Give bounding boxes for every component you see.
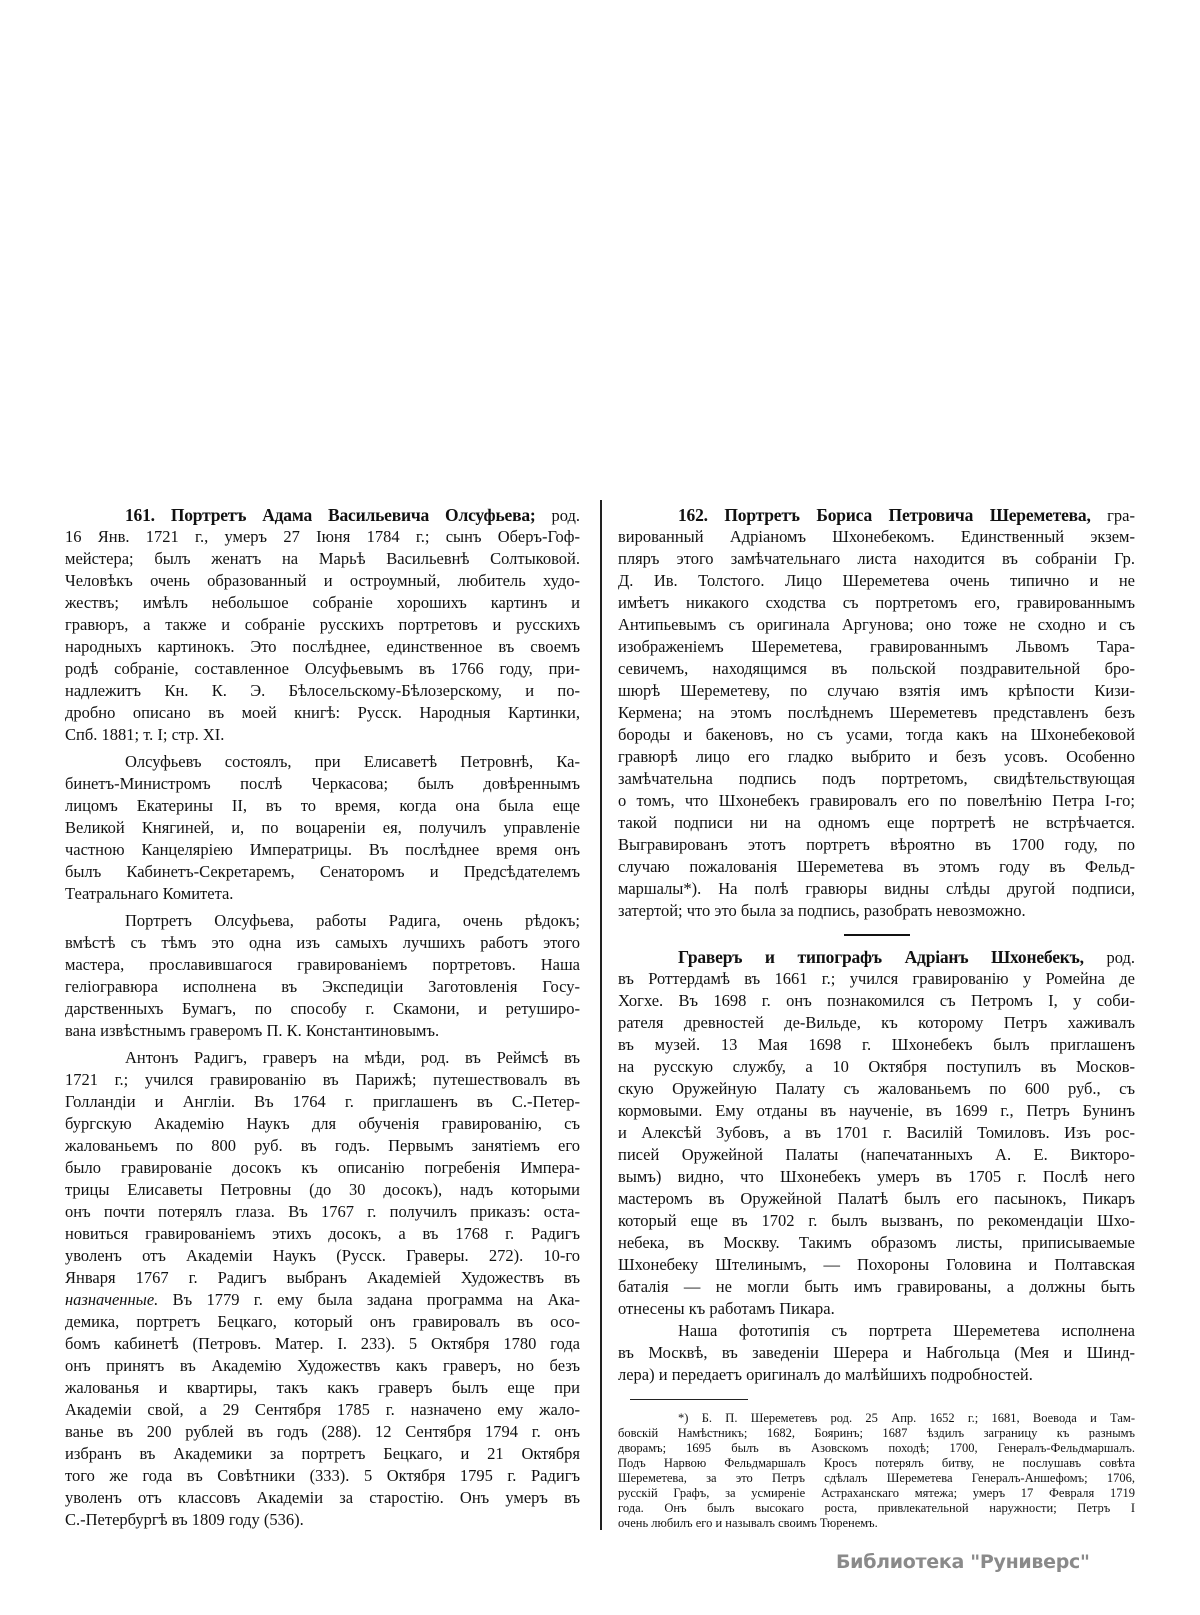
text-line: онъ почти потерялъ глаза. Въ 1767 г. получилъ приказъ: оста-: [65, 1202, 580, 1221]
text-line: Портретъ Олсуфьева, работы Радига, очень рѣдокъ;: [125, 911, 580, 930]
text-line: въ музей. 13 Мая 1698 г. Шхонебекъ былъ приглашенъ: [618, 1035, 1135, 1054]
text-line: шюрѣ Шереметеву, по случаю взятія имъ крѣпости Кизи-: [618, 681, 1135, 700]
text-line: Шхонебеку Штелинымъ, — Похороны Головина и Полтавская: [618, 1255, 1135, 1274]
text-line: дробно описано въ моей книгѣ: Русск. Народныя Картинки,: [65, 703, 580, 722]
text-line: Кермена; на этомъ послѣднемъ Шереметевъ представленъ безъ: [618, 703, 1135, 722]
text-line: Д. Ив. Толстого. Лицо Шереметева очень типично и не: [618, 571, 1135, 590]
italic-term: назначенные.: [65, 1290, 159, 1309]
footnote-rule: [630, 1399, 748, 1400]
text-line: бомъ кабинетѣ (Петровъ. Матер. I. 233). 5 Октября 1780 года: [65, 1334, 580, 1353]
footnote: [618, 1411, 1135, 1531]
text-line: имѣетъ никакого сходства съ портретомъ его, гравированнымъ: [618, 593, 1135, 612]
paragraph: [618, 946, 1135, 1320]
text-line: бороды и бакеновъ, но съ усами, тогда какъ на Шхонебековой: [618, 725, 1135, 744]
text-line: гравюрѣ лицо его гладко выбрито и безъ усовъ. Особенно: [618, 747, 1135, 766]
entry-heading: 162. Портретъ Бориса Петровича Шереметева,: [678, 505, 1091, 525]
text-line: мастера, прославившагося гравированіемъ портретовъ. Наша: [65, 955, 580, 974]
text-line: очень любилъ его и называлъ своимъ Тюренемъ.: [618, 1516, 878, 1530]
text-line: вымъ) видно, что Шхонебекъ умеръ въ 1705 г. Послѣ него: [618, 1167, 1135, 1186]
paragraph: [65, 1047, 580, 1531]
text-line: жалованьемъ по 800 руб. въ годъ. Первымъ занятіемъ его: [65, 1136, 580, 1155]
paragraph: [65, 751, 580, 905]
text-line: бинетъ-Министромъ послѣ Черкасова; былъ довѣреннымъ: [65, 774, 580, 793]
text-line: мейстера; былъ женатъ на Марьѣ Васильевнѣ Солтыковой.: [65, 549, 580, 568]
text-line: Человѣкъ очень образованный и остроумный, любитель худо-: [65, 571, 580, 590]
text-line: который еще въ 1702 г. былъ вызванъ, по рекомендаціи Шхо-: [618, 1211, 1135, 1230]
text-line: баталія — не могли быть имъ гравированы, а должны быть: [618, 1277, 1135, 1296]
column-divider: [600, 500, 602, 1530]
text-line: рателя древностей де-Вильде, къ которому Петръ хаживалъ: [618, 1013, 1135, 1032]
text-line: уволенъ отъ Академіи Наукъ (Русск. Граверы. 272). 10-го: [65, 1246, 580, 1265]
text-line: русскій Графъ, за усмиреніе Астраханскаго мятежа; умеръ 17 Февраля 1719: [618, 1486, 1135, 1500]
text-line: надлежитъ Кн. К. Э. Бѣлосельскому-Бѣлозерскому, и по-: [65, 681, 580, 700]
text-line: былъ Кабинетъ-Секретаремъ, Сенаторомъ и Предсѣдателемъ: [65, 862, 580, 881]
paragraph: [65, 910, 580, 1042]
text-line: такой подписи ни на одномъ еще портретѣ не встрѣчается.: [618, 813, 1135, 832]
text-line: 1721 г.; учился гравированію въ Парижѣ; путешествовалъ въ: [65, 1070, 580, 1089]
text-line: бургскую Академію Наукъ для обученія гравированію, съ: [65, 1114, 580, 1133]
text-line: затертой; что это была за подпись, разобрать невозможно.: [618, 901, 1026, 920]
text-line: пляръ этого замѣчательнаго листа находится въ собраніи Гр.: [618, 549, 1135, 568]
text-line: Наша фототипія съ портрета Шереметева исполнена: [678, 1321, 1135, 1340]
text-line: отнесены къ работамъ Пикара.: [618, 1299, 835, 1318]
text-line: вированный Адріаномъ Шхонебекомъ. Единственный экзем-: [618, 527, 1135, 546]
text-line: [618, 504, 1135, 526]
text-line: лицомъ Екатерины II, въ то время, когда она была еще: [65, 796, 580, 815]
text-line: С.-Петербургѣ въ 1809 году (536).: [65, 1510, 304, 1529]
text-line: Олсуфьевъ состоялъ, при Елисаветѣ Петровнѣ, Ка-: [125, 752, 580, 771]
text-line: геліогравюра исполнена въ Экспедиціи Заготовленія Госу-: [65, 977, 580, 996]
paragraph: [618, 1320, 1135, 1386]
text-line: онъ принятъ въ Академію Художествъ какъ граверъ, но безъ: [65, 1356, 580, 1375]
text-line: новиться гравированіемъ этихъ досокъ, а въ 1768 г. Радигъ: [65, 1224, 580, 1243]
text-line: на русскую службу, а 10 Октября поступилъ въ Москов-: [618, 1057, 1135, 1076]
text-line: Выгравированъ этотъ портретъ вѣроятно въ 1700 году, по: [618, 835, 1135, 854]
text-line: ванье въ 200 рублей въ годъ (288). 12 Сентября 1794 г. онъ: [65, 1422, 580, 1441]
entry-heading: 161. Портретъ Адама Васильевича Олсуфьева;: [125, 505, 536, 525]
text-line: Спб. 1881; т. I; стр. XI.: [65, 725, 225, 744]
section-separator: [844, 934, 910, 936]
text-line: кормовыми. Ему отданы въ наученіе, въ 1699 г., Петръ Бунинъ: [618, 1101, 1135, 1120]
paragraph: [618, 504, 1135, 922]
text-line: Подъ Нарвою Фельдмаршалъ Кросъ потерялъ битву, не послушавъ совѣта: [618, 1456, 1135, 1470]
text-line: дворамъ; 1695 былъ въ Азовскомъ походѣ; 1700, Генералъ-Фельдмаршалъ.: [618, 1441, 1135, 1455]
text-line: Антипьевымъ съ оригинала Аргунова; оно тоже не сходно и съ: [618, 615, 1135, 634]
text-line: народныхъ картинокъ. Это послѣднее, единственное въ своемъ: [65, 637, 580, 656]
entry-162: [618, 504, 1135, 922]
text-line: 16 Янв. 1721 г., умеръ 27 Іюня 1784 г.; сынъ Оберъ-Гоф-: [65, 527, 580, 546]
text-line: Академіи свой, а 29 Сентября 1785 г. назначено ему жало-: [65, 1400, 580, 1419]
text-line: уволенъ отъ классовъ Академіи за старостію. Онъ умеръ въ: [65, 1488, 580, 1507]
text-line: севичемъ, находящимся въ польской поздравительной бро-: [618, 659, 1135, 678]
text-line: писей Оружейной Палаты (напечатанныхъ А. Е. Викторо-: [618, 1145, 1135, 1164]
text-line: [618, 946, 1135, 968]
text-line: того же года въ Совѣтники (333). 5 Октября 1795 г. Радигъ: [65, 1466, 580, 1485]
text-line: Театральнаго Комитета.: [65, 884, 234, 903]
text-line: жалованья и квартиры, такъ какъ граверъ былъ еще при: [65, 1378, 580, 1397]
text-line: избранъ въ Академики за портретъ Бецкаго, и 21 Октября: [65, 1444, 580, 1463]
text-line: трицы Елисаветы Петровны (до 30 досокъ), надъ которыми: [65, 1180, 580, 1199]
library-watermark: Библиотека "Руниверс": [836, 1551, 1090, 1573]
paragraph: [65, 504, 580, 746]
text-line: года. Онъ былъ высокаго роста, привлекательной наружности; Петръ I: [618, 1501, 1135, 1515]
text-line: дарственныхъ Бумагъ, по способу г. Скамони, и ретуширо-: [65, 999, 580, 1018]
text-line: маршалы*). На полѣ гравюры видны слѣды другой подписи,: [618, 879, 1135, 898]
text-line: Антонъ Радигъ, граверъ на мѣди, род. въ Реймсѣ въ: [125, 1048, 580, 1067]
text-line: частною Канцеляріею Императрицы. Въ послѣднее время онъ: [65, 840, 580, 859]
text-line: демика, портретъ Бецкаго, который онъ гравировалъ въ осо-: [65, 1312, 580, 1331]
text-line: гравюръ, а также и собраніе русскихъ портретовъ и русскихъ: [65, 615, 580, 634]
line-text: Въ 1779 г. ему была задана программа на Ака-: [158, 1290, 580, 1309]
text-line: Хогхе. Въ 1698 г. онъ познакомился съ Петромъ I, у соби-: [618, 991, 1135, 1010]
text-line: бовскій Намѣстникъ; 1682, Бояринъ; 1687 ѣздилъ заграницу къ разнымъ: [618, 1426, 1135, 1440]
line-text: род.: [535, 506, 580, 525]
text-line: [65, 504, 580, 526]
text-line: лера) и передаетъ оригиналъ до малѣйшихъ подробностей.: [618, 1365, 1033, 1384]
text-line: изображеніемъ Шереметева, гравированнымъ Львомъ Тара-: [618, 637, 1135, 656]
text-line: о томъ, что Шхонебекъ гравировалъ его по повелѣнію Петра I-го;: [618, 791, 1135, 810]
line-text: род.: [1083, 948, 1136, 967]
text-line: вана извѣстнымъ граверомъ П. К. Константиновымъ.: [65, 1021, 440, 1040]
text-line: родѣ собраніе, составленное Олсуфьевымъ въ 1766 году, при-: [65, 659, 580, 678]
text-line: Великой Княгиней, и, по воцареніи ея, получилъ управленіе: [65, 818, 580, 837]
text-line: замѣчательна подпись подъ портретомъ, свидѣтельствующая: [618, 769, 1135, 788]
text-line: Января 1767 г. Радигъ выбранъ Академіей Художествъ въ: [65, 1268, 580, 1287]
text-line: скую Оружейную Палату съ жалованьемъ по 600 руб., съ: [618, 1079, 1135, 1098]
entry-heading: Граверъ и типографъ Адріанъ Шхонебекъ,: [678, 947, 1084, 967]
paragraph: [618, 1411, 1135, 1531]
text-line: и Алексѣй Зубовъ, а въ 1701 г. Василій Томиловъ. Изъ рос-: [618, 1123, 1135, 1142]
line-text: гра-: [1090, 506, 1135, 525]
text-line: въ Роттердамѣ въ 1661 г.; учился гравированію у Ромейна де: [618, 969, 1135, 988]
text-line: *) Б. П. Шереметевъ род. 25 Апр. 1652 г.; 1681, Воевода и Там-: [678, 1411, 1135, 1425]
text-line: вмѣстѣ съ тѣмъ это одна изъ самыхъ лучшихъ работъ этого: [65, 933, 580, 952]
text-line: въ Москвѣ, въ заведеніи Шерера и Набгольца (Мея и Шинд-: [618, 1343, 1135, 1362]
text-line: [65, 1289, 580, 1311]
text-line: случаю пожалованія Шереметева въ этомъ году въ Фельд-: [618, 857, 1135, 876]
text-line: Шереметева, за это Петръ сдѣлалъ Шереметева Генералъ-Аншефомъ; 1706,: [618, 1471, 1135, 1485]
text-line: Голландіи и Англіи. Въ 1764 г. приглашенъ въ С.-Петер-: [65, 1092, 580, 1111]
text-line: мастеромъ въ Оружейной Палатѣ былъ его пасынокъ, Пикаръ: [618, 1189, 1135, 1208]
text-line: жествъ; имѣлъ небольшое собраніе хорошихъ картинъ и: [65, 593, 580, 612]
left-column: [65, 504, 580, 1531]
text-line: небека, въ Москву. Такимъ образомъ листы, приписываемые: [618, 1233, 1135, 1252]
schoonebeek-biography: [618, 946, 1135, 1386]
text-line: было гравированіе досокъ къ описанію погребенія Импера-: [65, 1158, 580, 1177]
